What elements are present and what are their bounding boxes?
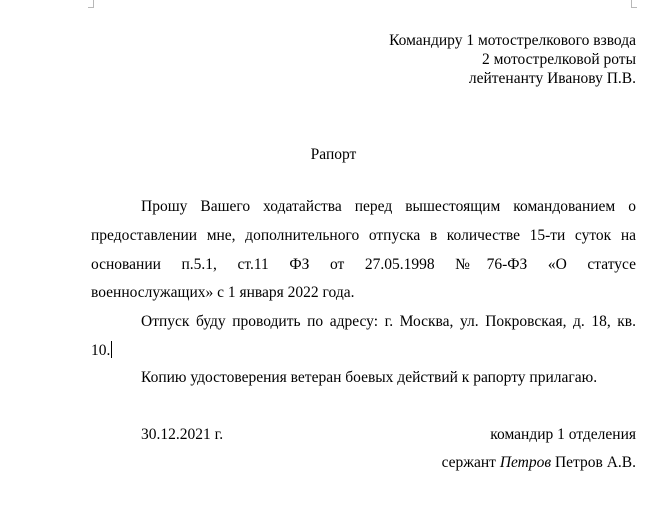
addressee-line-3: лейтенанту Иванову П.В.: [468, 70, 636, 87]
paragraph-2-text: 10.: [91, 342, 111, 359]
margin-corner-marker-left: [88, 0, 94, 8]
margin-corner-marker-right: [631, 0, 637, 8]
paragraph-3: Копию удостоверения ветеран боевых действий к рапорту прилагаю.: [141, 369, 598, 386]
paragraph-2-line-1: Отпуск буду проводить по адресу: г. Москва, ул. Покровская, д. 18, кв.: [141, 313, 636, 330]
report-date: 30.12.2021 г.: [141, 426, 224, 443]
signer-name: Петров А.В.: [554, 454, 636, 471]
addressee-line-1: Командиру 1 мотострелкового взвода: [389, 32, 636, 49]
signature-line: [442, 454, 636, 472]
paragraph-1-line-1: Прошу Вашего ходатайства перед вышестоящим командованием о: [141, 198, 636, 215]
paragraph-1-line-2: предоставлении мне, дополнительного отпуска в количестве 15-ти суток на: [91, 227, 636, 244]
document-title: Рапорт: [310, 146, 357, 163]
signer-rank: сержант: [441, 454, 496, 471]
paragraph-2-line-2[interactable]: [91, 341, 636, 360]
signature: Петров: [499, 454, 552, 471]
signer-position: командир 1 отделения: [490, 426, 636, 443]
text-cursor: [111, 341, 112, 358]
paragraph-1-line-3: основании п.5.1, ст.11 ФЗ от 27.05.1998 №76-ФЗ «О статусе: [91, 256, 636, 273]
paragraph-1-line-4: военнослужащих» с 1 января 2022 года.: [91, 284, 355, 301]
addressee-line-2: 2 мотострелковой роты: [481, 51, 636, 68]
